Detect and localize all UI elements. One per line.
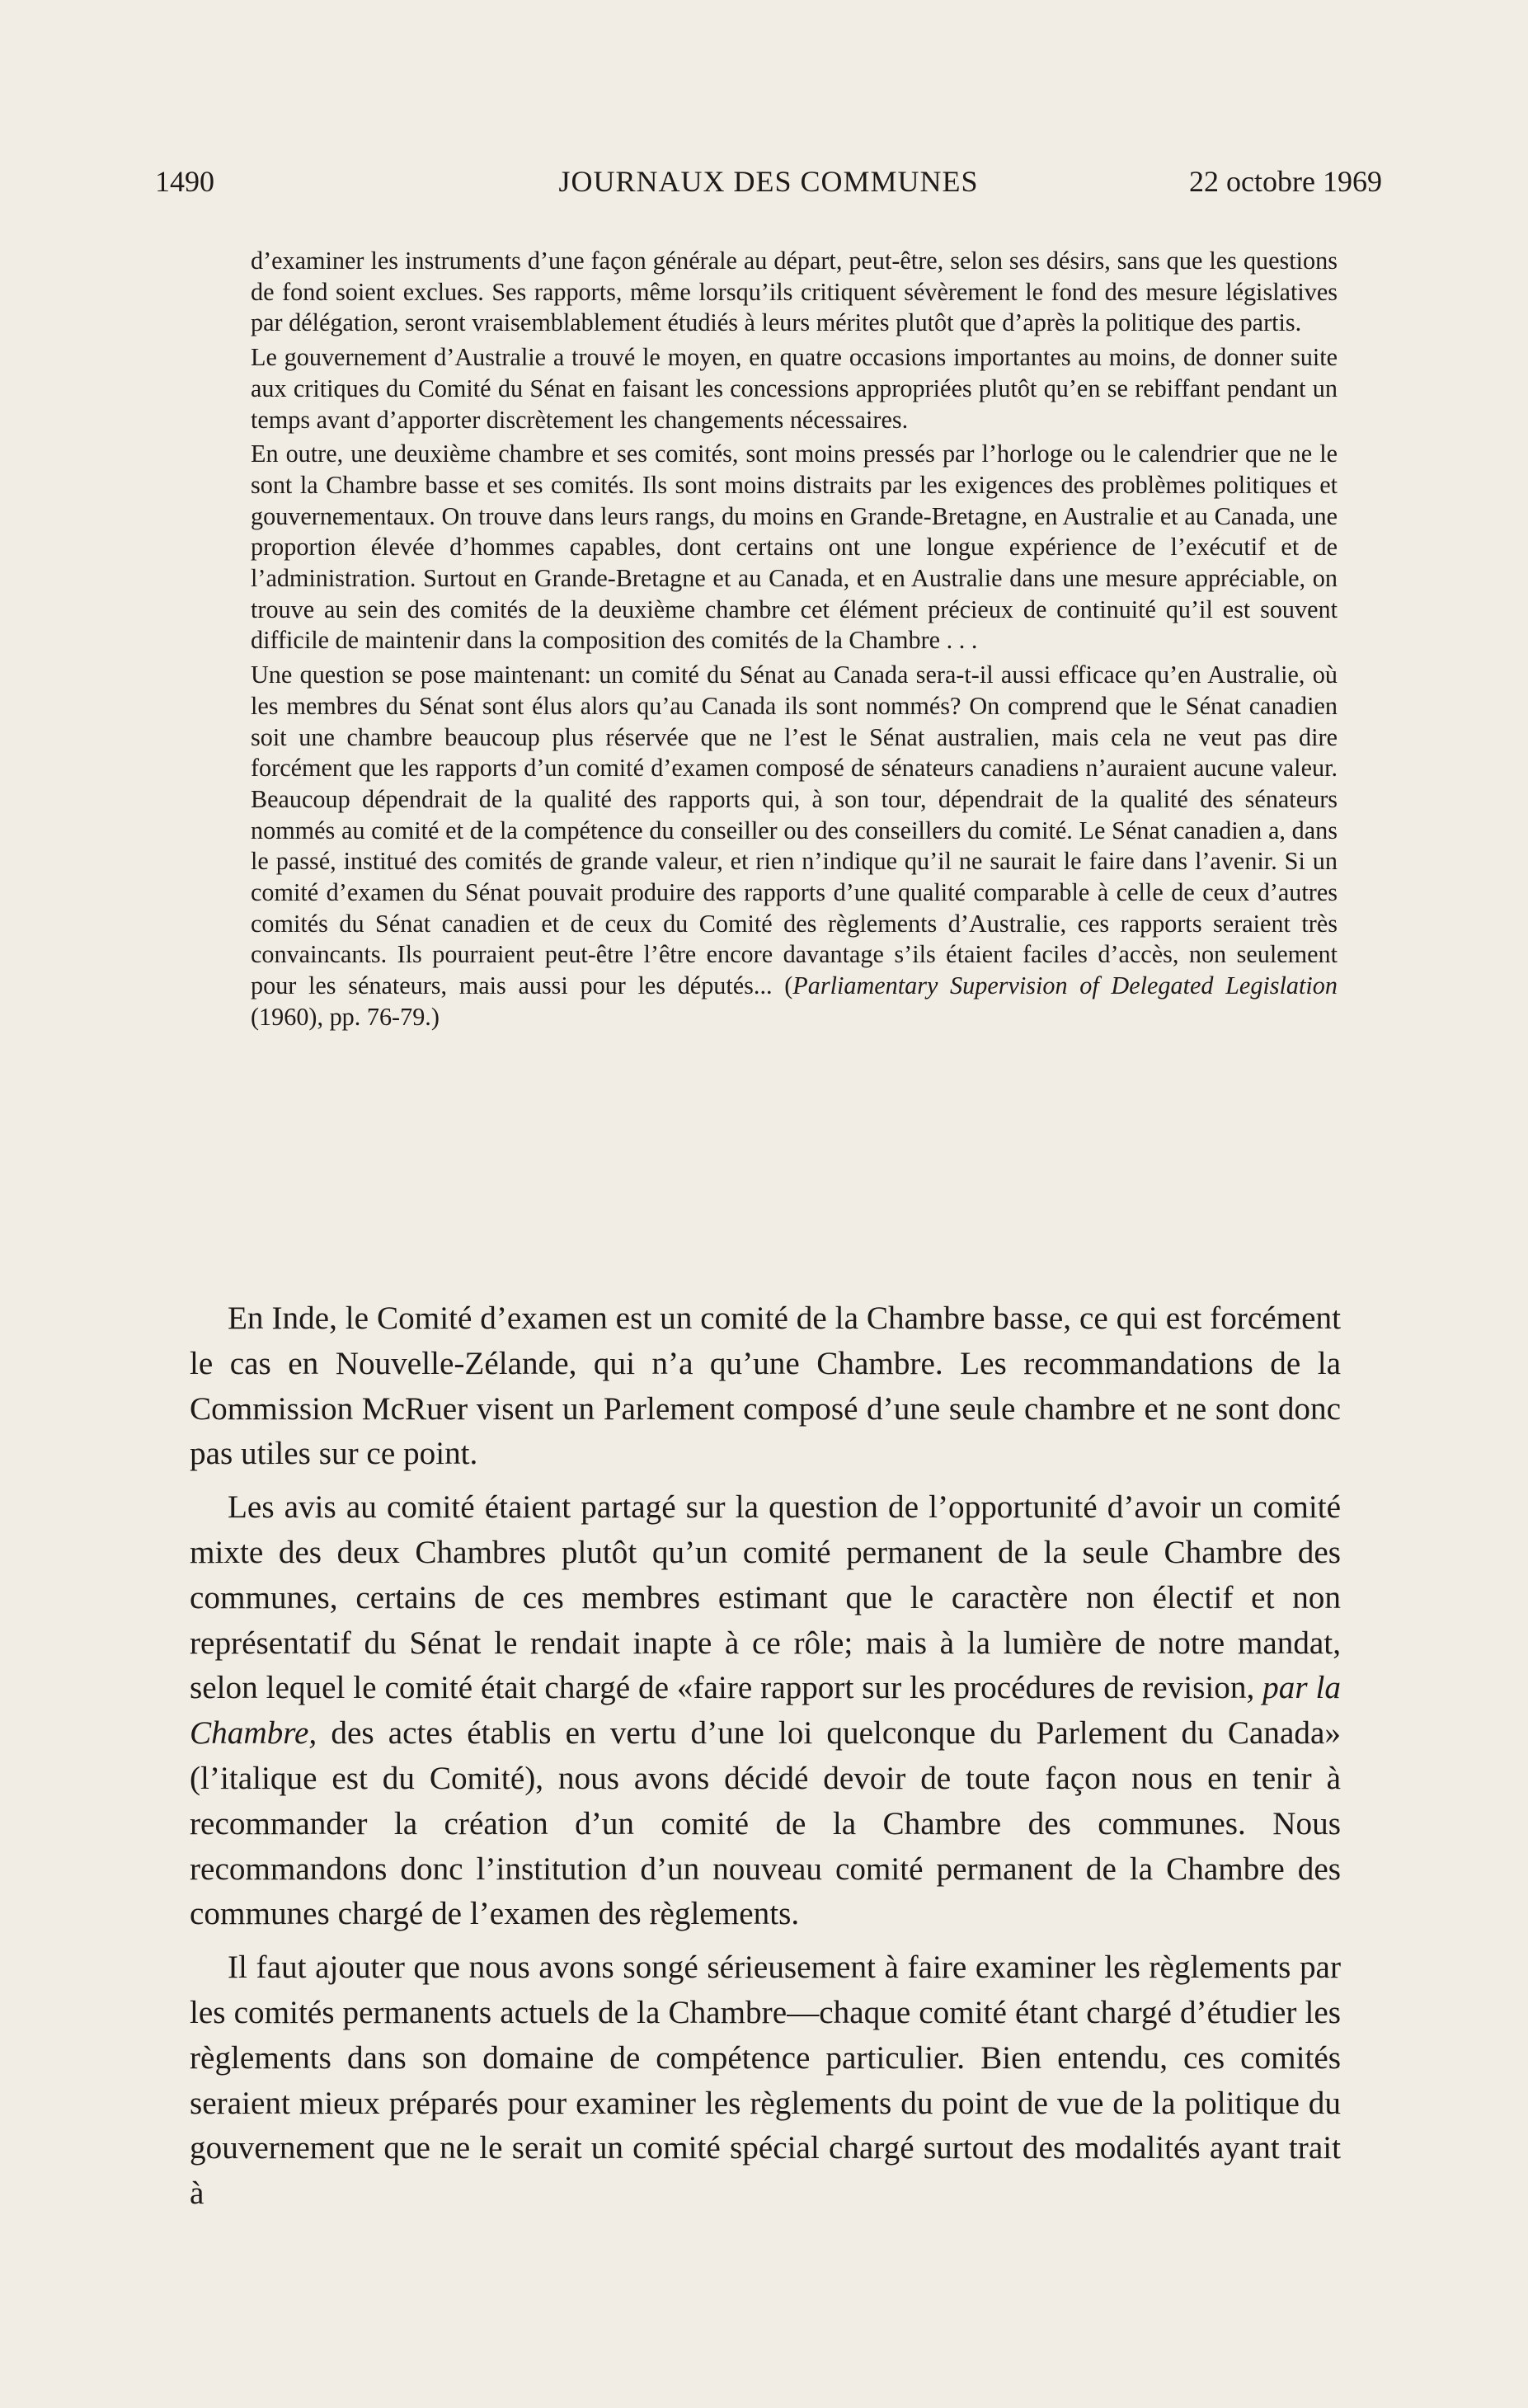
block-quotation	[251, 246, 1338, 1033]
journal-title: JOURNAUX DES COMMUNES	[558, 165, 979, 198]
citation-title: Parliamentary Supervision of Delegated Legislation	[792, 971, 1338, 1000]
quote-paragraph: d’examiner les instruments d’une façon générale au départ, peut-être, selon ses désirs, sans que les questions de fond soient exclues. Ses rapports, même lorsqu’ils critiquent sévèrement le fond des mesure législatives par délégation, seront vraisemblablement étudiés à leurs mérites plutôt que d’après la politique des partis.	[251, 247, 1338, 337]
body-paragraph: En Inde, le Comité d’examen est un comité de la Chambre basse, ce qui est forcément le cas en Nouvelle-Zélande, qui n’a qu’une Chambre. Les recommandations de la Commission McRuer visent un Parlement composé d’une seule chambre et ne sont donc pas utiles sur ce point.	[190, 1300, 1341, 1472]
quote-paragraph: En outre, une deuxième chambre et ses comités, sont moins pressés par l’horloge ou le calendrier que ne le sont la Chambre basse et ses comités. Ils sont moins distraits par les exigences des problèmes politiques et gouvernementaux. On trouve dans leurs rangs, du moins en Grande-Bretagne, en Australie et au Canada, une proportion élevée d’hommes capables, dont certains ont une longue expérience de l’exécutif et de l’administration. Surtout en Grande-Bretagne et au Canada, et en Australie dans une mesure appréciable, on trouve au sein des comités de la deuxième chambre cet élément précieux de continuité qu’il est souvent difficile de maintenir dans la composition des comités de la Chambre . . .	[251, 440, 1338, 655]
italic-phrase: par la Chambre,	[190, 1670, 1341, 1752]
citation-details: (1960), pp. 76-79.)	[251, 1002, 440, 1031]
body-paragraph: Il faut ajouter que nous avons songé sérieusement à faire examiner les règlements par les comités permanents actuels de la Chambre—chaque comité étant chargé d’étudier les règlements dans son domaine de compétence particulier. Bien entendu, ces comités seraient mieux préparés pour examiner les règlements du point de vue de la politique du gouvernement que ne le serait un comité spécial chargé surtout des modalités ayant trait à	[190, 1949, 1341, 2212]
issue-date: 22 octobre 1969	[1189, 165, 1382, 198]
page-number: 1490	[155, 165, 214, 198]
quote-text: Une question se pose maintenant: un comité du Sénat au Canada sera-t-il aussi efficace qu’en Australie, où les membres du Sénat sont élus alors qu’au Canada ils sont nommés? On comprend que le Sénat canadien soit une chambre beaucoup plus réservée que ne l’est le Sénat australien, mais cela ne veut pas dire forcément que les rapports d’un comité d’examen composé de sénateurs canadiens n’auraient aucune valeur. Beaucoup dépendrait de la qualité des rapports qui, à son tour, dépendrait de la qualité des sénateurs nommés au comité et de la compétence du conseiller ou des conseillers du comité. Le Sénat canadien a, dans le passé, institué des comités de grande valeur, et rien n’indique qu’il ne saurait le faire dans l’avenir. Si un comité d’examen du Sénat pouvait produire des rapports d’une qualité comparable à celle de ceux d’autres comités du Sénat canadien et de ceux du Comité des règlements d’Australie, ces rapports seraient très convaincants. Ils pourraient peut-être l’être encore davantage s’ils étaient faciles d’accès, non seulement pour les sénateurs, mais aussi pour les députés... (	[251, 661, 1338, 1000]
body-text-run: des actes établis en vertu d’une loi quelconque du Parlement du Canada» (l’italique est du Comité), nous avons décidé devoir de toute façon nous en tenir à recommander la création d’un comité de la Chambre des communes. Nous recommandons donc l’institution d’un nouveau comité permanent de la Chambre des communes chargé de l’examen des règlements.	[190, 1715, 1341, 1932]
quote-paragraph	[251, 660, 1338, 1032]
body-text	[190, 1296, 1341, 2217]
body-paragraph	[190, 1485, 1341, 1937]
body-text-run: Les avis au comité étaient partagé sur la question de l’opportunité d’avoir un comité mixte des deux Chambres plutôt qu’un comité permanent de la seule Chambre des communes, certains de ces membres estimant que le caractère non électif et non représentatif du Sénat le rendait inapte à ce rôle; mais à la lumière de notre mandat, selon lequel le comité était chargé de «faire rapport sur les procédures de revision,	[190, 1489, 1341, 1706]
quote-paragraph: Le gouvernement d’Australie a trouvé le moyen, en quatre occasions importantes au moins, de donner suite aux critiques du Comité du Sénat en faisant les concessions appropriées plutôt qu’en se rebiffant pendant un temps avant d’apporter discrètement les changements nécessaires.	[251, 343, 1338, 434]
running-head	[155, 161, 1382, 202]
